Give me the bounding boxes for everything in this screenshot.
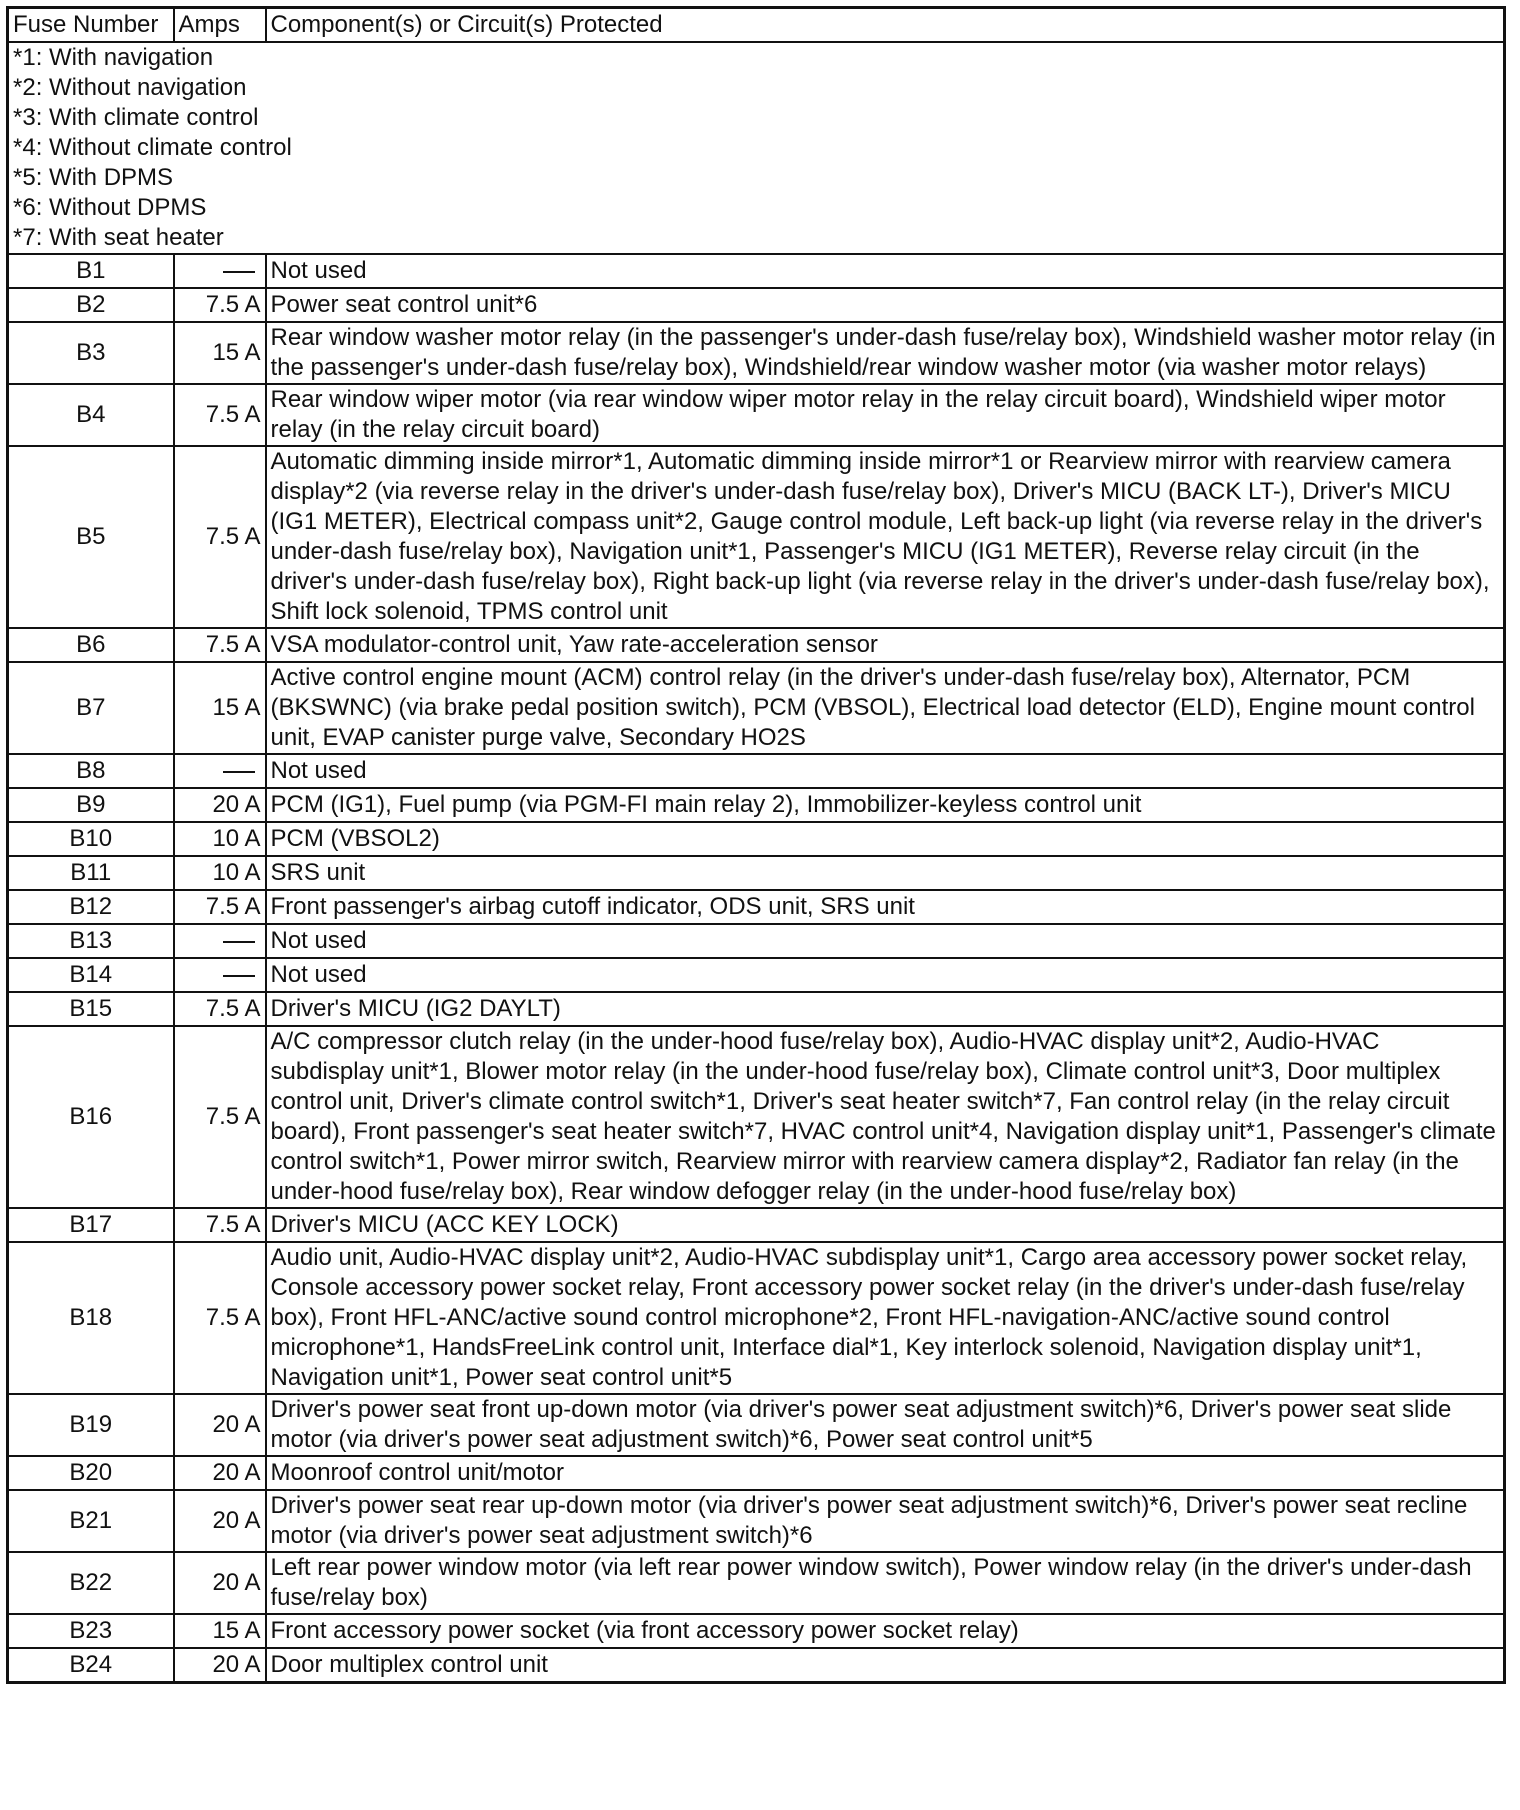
component-cell: VSA modulator-control unit, Yaw rate-acceleration sensor — [266, 628, 1505, 662]
table-row — [8, 1242, 1505, 1394]
amps-cell: 20 A — [174, 1490, 266, 1552]
amps-cell: 20 A — [174, 788, 266, 822]
table-row — [8, 788, 1505, 822]
amps-cell: 7.5 A — [174, 1242, 266, 1394]
footnote-line: *7: With seat heater — [13, 224, 224, 251]
amps-cell: 10 A — [174, 856, 266, 890]
amps-cell — [174, 254, 266, 288]
fuse-number-cell: B14 — [8, 958, 174, 992]
table-row — [8, 662, 1505, 754]
fuse-number-cell: B6 — [8, 628, 174, 662]
fuse-number-cell: B2 — [8, 288, 174, 322]
fuse-number-cell: B7 — [8, 662, 174, 754]
amps-cell — [174, 754, 266, 788]
fuse-table — [6, 6, 1506, 1684]
header-amps: Amps — [174, 8, 266, 43]
fuse-number-cell: B19 — [8, 1394, 174, 1456]
amps-cell — [174, 924, 266, 958]
component-cell: Rear window washer motor relay (in the passenger's under-dash fuse/relay box), Windshield washer motor relay (in the passenger's under-dash fuse/relay box), Windshield/rear window washer motor (via washer motor relays) — [266, 322, 1505, 384]
notes-row — [8, 42, 1505, 254]
component-cell: Door multiplex control unit — [266, 1648, 1505, 1683]
amps-cell: 15 A — [174, 322, 266, 384]
component-cell: Rear window wiper motor (via rear window wiper motor relay in the relay circuit board), Windshield wiper motor relay (in the relay circuit board) — [266, 384, 1505, 446]
fuse-number-cell: B1 — [8, 254, 174, 288]
component-cell: A/C compressor clutch relay (in the under-hood fuse/relay box), Audio-HVAC display unit*2, Audio-HVAC subdisplay unit*1, Blower motor relay (in the under-hood fuse/relay box), Climate control unit*3, Door multiplex control unit, Driver's climate control switch*1, Driver's seat heater switch*7, Fan control relay (in the relay circuit board), Front passenger's seat heater switch*7, HVAC control unit*4, Navigation display unit*1, Passenger's climate control switch*1, Power mirror switch, Rearview mirror with rearview camera display*2, Radiator fan relay (in the under-hood fuse/relay box), Rear window defogger relay (in the under-hood fuse/relay box) — [266, 1026, 1505, 1208]
component-cell: Audio unit, Audio-HVAC display unit*2, Audio-HVAC subdisplay unit*1, Cargo area accessory power socket relay, Console accessory power socket relay, Front accessory power socket relay (in the driver's under-dash fuse/relay box), Front HFL-ANC/active sound control microphone*2, Front HFL-navigation-ANC/active sound control microphone*1, HandsFreeLink control unit, Interface dial*1, Key interlock solenoid, Navigation display unit*1, Navigation unit*1, Power seat control unit*5 — [266, 1242, 1505, 1394]
amps-cell: 20 A — [174, 1394, 266, 1456]
amps-cell: 7.5 A — [174, 446, 266, 628]
header-fuse-number: Fuse Number — [8, 8, 174, 43]
footnote-line: *1: With navigation — [13, 44, 214, 71]
table-row — [8, 1552, 1505, 1614]
table-row — [8, 1614, 1505, 1648]
table-row — [8, 1456, 1505, 1490]
component-cell: Power seat control unit*6 — [266, 288, 1505, 322]
fuse-number-cell: B24 — [8, 1648, 174, 1683]
table-row — [8, 446, 1505, 628]
fuse-number-cell: B22 — [8, 1552, 174, 1614]
fuse-table-body — [8, 42, 1505, 1683]
amps-cell: 7.5 A — [174, 628, 266, 662]
component-cell: Driver's MICU (IG2 DAYLT) — [266, 992, 1505, 1026]
table-row — [8, 1026, 1505, 1208]
table-row — [8, 856, 1505, 890]
table-row — [8, 822, 1505, 856]
fuse-number-cell: B11 — [8, 856, 174, 890]
component-cell: Left rear power window motor (via left rear power window switch), Power window relay (in the driver's under-dash fuse/relay box) — [266, 1552, 1505, 1614]
table-row — [8, 1394, 1505, 1456]
dash-mark — [223, 771, 255, 773]
header-row — [8, 8, 1505, 43]
component-cell: Not used — [266, 924, 1505, 958]
table-row — [8, 628, 1505, 662]
fuse-number-cell: B8 — [8, 754, 174, 788]
component-cell: Active control engine mount (ACM) control relay (in the driver's under-dash fuse/relay box), Alternator, PCM (BKSWNC) (via brake pedal position switch), PCM (VBSOL), Electrical load detector (ELD), Engine mount control unit, EVAP canister purge valve, Secondary HO2S — [266, 662, 1505, 754]
dash-mark — [223, 271, 255, 273]
amps-cell: 20 A — [174, 1456, 266, 1490]
table-row — [8, 1490, 1505, 1552]
table-row — [8, 384, 1505, 446]
fuse-number-cell: B20 — [8, 1456, 174, 1490]
fuse-number-cell: B15 — [8, 992, 174, 1026]
fuse-number-cell: B3 — [8, 322, 174, 384]
component-cell: Front passenger's airbag cutoff indicator, ODS unit, SRS unit — [266, 890, 1505, 924]
fuse-table-page — [6, 6, 1506, 1684]
component-cell: PCM (IG1), Fuel pump (via PGM-FI main relay 2), Immobilizer-keyless control unit — [266, 788, 1505, 822]
table-row — [8, 254, 1505, 288]
fuse-number-cell: B9 — [8, 788, 174, 822]
fuse-number-cell: B12 — [8, 890, 174, 924]
amps-cell: 15 A — [174, 1614, 266, 1648]
amps-cell: 7.5 A — [174, 1208, 266, 1242]
amps-cell: 7.5 A — [174, 1026, 266, 1208]
component-cell: PCM (VBSOL2) — [266, 822, 1505, 856]
amps-cell: 20 A — [174, 1552, 266, 1614]
component-cell: Front accessory power socket (via front accessory power socket relay) — [266, 1614, 1505, 1648]
fuse-number-cell: B5 — [8, 446, 174, 628]
component-cell: SRS unit — [266, 856, 1505, 890]
amps-cell: 15 A — [174, 662, 266, 754]
table-row — [8, 958, 1505, 992]
component-cell: Not used — [266, 754, 1505, 788]
table-row — [8, 924, 1505, 958]
footnote-line: *2: Without navigation — [13, 74, 247, 101]
component-cell: Automatic dimming inside mirror*1, Automatic dimming inside mirror*1 or Rearview mirror with rearview camera display*2 (via reverse relay in the driver's under-dash fuse/relay box), Driver's MICU (BACK LT-), Driver's MICU (IG1 METER), Electrical compass unit*2, Gauge control module, Left back-up light (via reverse relay in the driver's under-dash fuse/relay box), Navigation unit*1, Passenger's MICU (IG1 METER), Reverse relay circuit (in the driver's under-dash fuse/relay box), Right back-up light (via reverse relay in the driver's under-dash fuse/relay box), Shift lock solenoid, TPMS control unit — [266, 446, 1505, 628]
component-cell: Driver's power seat front up-down motor (via driver's power seat adjustment switch)*6, Driver's power seat slide motor (via driver's power seat adjustment switch)*6, Power seat control unit*5 — [266, 1394, 1505, 1456]
component-cell: Driver's MICU (ACC KEY LOCK) — [266, 1208, 1505, 1242]
dash-mark — [223, 941, 255, 943]
component-cell: Not used — [266, 958, 1505, 992]
footnotes — [8, 42, 1505, 254]
amps-cell: 7.5 A — [174, 890, 266, 924]
footnote-line: *4: Without climate control — [13, 134, 292, 161]
footnote-line: *6: Without DPMS — [13, 194, 207, 221]
fuse-number-cell: B18 — [8, 1242, 174, 1394]
table-row — [8, 890, 1505, 924]
amps-cell: 10 A — [174, 822, 266, 856]
dash-mark — [223, 975, 255, 977]
header-component: Component(s) or Circuit(s) Protected — [266, 8, 1505, 43]
fuse-number-cell: B21 — [8, 1490, 174, 1552]
fuse-number-cell: B13 — [8, 924, 174, 958]
footnote-line: *5: With DPMS — [13, 164, 174, 191]
table-row — [8, 1208, 1505, 1242]
amps-cell: 7.5 A — [174, 384, 266, 446]
fuse-number-cell: B16 — [8, 1026, 174, 1208]
component-cell: Driver's power seat rear up-down motor (via driver's power seat adjustment switch)*6, Driver's power seat recline motor (via driver's power seat adjustment switch)*6 — [266, 1490, 1505, 1552]
table-row — [8, 288, 1505, 322]
table-row — [8, 992, 1505, 1026]
amps-cell: 20 A — [174, 1648, 266, 1683]
component-cell: Not used — [266, 254, 1505, 288]
footnote-line: *3: With climate control — [13, 104, 259, 131]
fuse-number-cell: B4 — [8, 384, 174, 446]
fuse-number-cell: B10 — [8, 822, 174, 856]
table-row — [8, 754, 1505, 788]
fuse-number-cell: B17 — [8, 1208, 174, 1242]
amps-cell: 7.5 A — [174, 288, 266, 322]
table-row — [8, 322, 1505, 384]
amps-cell: 7.5 A — [174, 992, 266, 1026]
fuse-number-cell: B23 — [8, 1614, 174, 1648]
amps-cell — [174, 958, 266, 992]
component-cell: Moonroof control unit/motor — [266, 1456, 1505, 1490]
table-row — [8, 1648, 1505, 1683]
